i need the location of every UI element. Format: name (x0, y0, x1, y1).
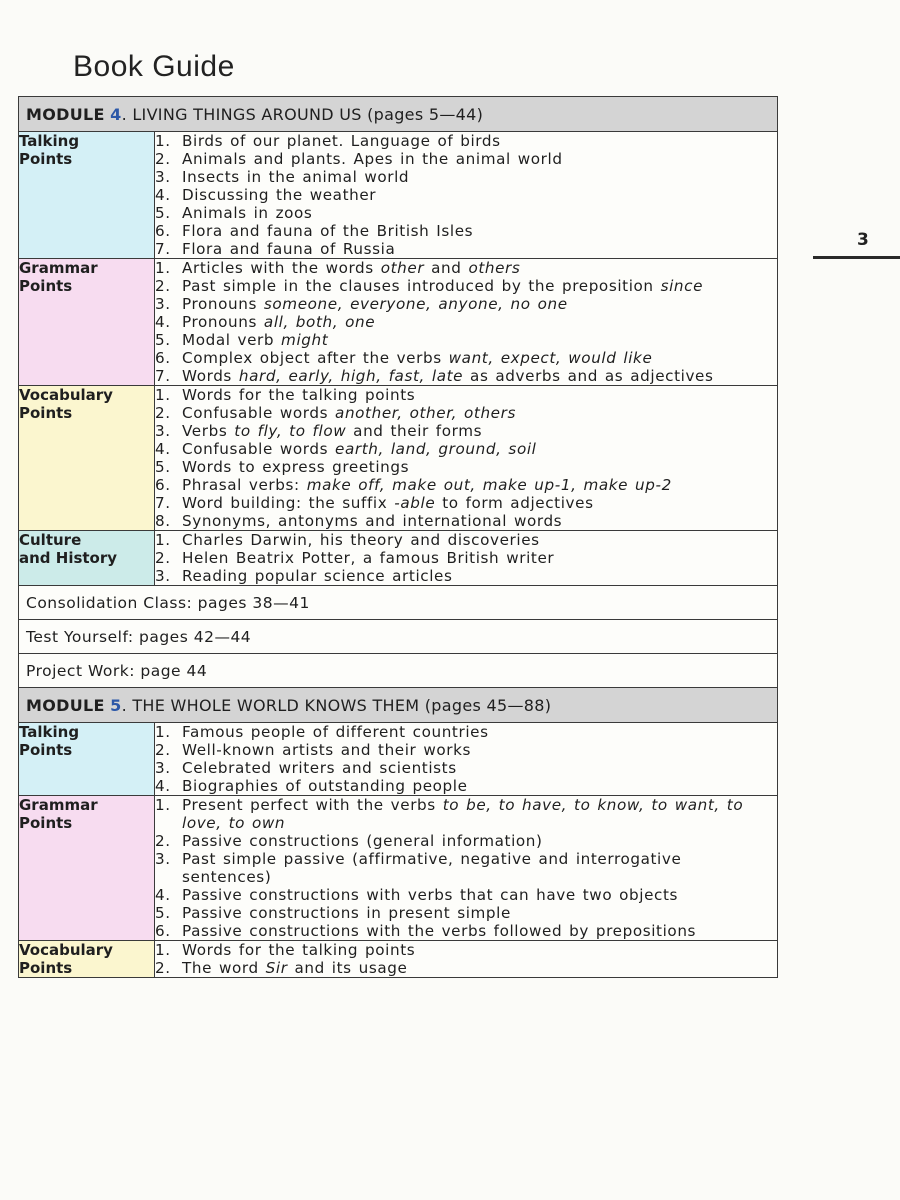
list-item (155, 386, 777, 404)
page-number-rule (813, 256, 900, 259)
section-items (155, 386, 778, 531)
item-number: 2. (155, 959, 171, 977)
italic-term: someone, everyone, anyone, no one (263, 295, 568, 313)
item-text: Passive constructions in present simple (182, 904, 511, 922)
list-item (155, 295, 777, 313)
item-text: Words hard, early, high, fast, late as adverbs and as adjectives (182, 367, 714, 385)
info-row (19, 586, 778, 620)
list-item (155, 168, 777, 186)
page-number: 3 (857, 230, 869, 250)
page-title: Book Guide (73, 50, 235, 83)
item-number: 1. (155, 796, 171, 814)
info-row-text: Project Work: page 44 (19, 654, 778, 688)
module-header (19, 97, 778, 132)
item-text: Words to express greetings (182, 458, 410, 476)
list-item (155, 440, 777, 458)
section-items (155, 941, 778, 978)
italic-term: -able (394, 494, 436, 512)
item-text: The word Sir and its usage (182, 959, 408, 977)
item-number: 3. (155, 759, 171, 777)
italic-term: since (660, 277, 704, 295)
italic-term: other (380, 259, 425, 277)
section-items (155, 531, 778, 586)
list-item (155, 777, 777, 795)
item-text: Pronouns someone, everyone, anyone, no one (182, 295, 568, 313)
item-number: 1. (155, 531, 171, 549)
item-text: Animals in zoos (182, 204, 313, 222)
list-item (155, 349, 777, 367)
italic-term: others (468, 259, 521, 277)
item-number: 5. (155, 904, 171, 922)
list-item (155, 723, 777, 741)
list-item (155, 458, 777, 476)
list-item (155, 531, 777, 549)
item-number: 2. (155, 404, 171, 422)
section-row (19, 531, 778, 586)
item-number: 2. (155, 150, 171, 168)
item-number: 6. (155, 476, 171, 494)
items-list (155, 531, 777, 585)
list-item (155, 850, 777, 886)
item-text: Confusable words earth, land, ground, soil (182, 440, 537, 458)
section-label-grammar-points: Grammar Points (19, 259, 155, 386)
item-text: Passive constructions with the verbs followed by prepositions (182, 922, 697, 940)
item-number: 7. (155, 367, 171, 385)
list-item (155, 494, 777, 512)
section-row (19, 941, 778, 978)
items-list (155, 941, 777, 977)
list-item (155, 959, 777, 977)
list-item (155, 331, 777, 349)
list-item (155, 132, 777, 150)
info-row (19, 654, 778, 688)
section-label-vocabulary-points: Vocabulary Points (19, 386, 155, 531)
section-row (19, 723, 778, 796)
item-text: Reading popular science articles (182, 567, 453, 585)
section-label-vocabulary-points: Vocabulary Points (19, 941, 155, 978)
section-items (155, 259, 778, 386)
info-row-text: Test Yourself: pages 42—44 (19, 620, 778, 654)
italic-term: all, both, one (263, 313, 376, 331)
item-number: 4. (155, 186, 171, 204)
section-items (155, 723, 778, 796)
section-row (19, 132, 778, 259)
item-number: 4. (155, 440, 171, 458)
italic-term: another, other, others (335, 404, 516, 422)
item-text: Famous people of different countries (182, 723, 489, 741)
item-number: 5. (155, 331, 171, 349)
item-number: 4. (155, 777, 171, 795)
module-header-row (19, 688, 778, 723)
list-item (155, 422, 777, 440)
list-item (155, 404, 777, 422)
section-label-talking-points: Talking Points (19, 723, 155, 796)
section-label-culture-and-history: Culture and History (19, 531, 155, 586)
item-number: 2. (155, 741, 171, 759)
item-text: Celebrated writers and scientists (182, 759, 457, 777)
items-list (155, 132, 777, 258)
module-number: 5 (110, 695, 122, 715)
list-item (155, 277, 777, 295)
item-text: Charles Darwin, his theory and discoveries (182, 531, 540, 549)
item-text: Pronouns all, both, one (182, 313, 376, 331)
item-text: Confusable words another, other, others (182, 404, 516, 422)
module-title: . LIVING THINGS AROUND US (pages 5—44) (121, 104, 484, 124)
module-header (19, 688, 778, 723)
item-number: 2. (155, 549, 171, 567)
italic-term: hard, early, high, fast, late (238, 367, 464, 385)
section-items (155, 796, 778, 941)
module-number: 4 (110, 104, 122, 124)
italic-term: to be, to have, to know, to want, to love, to own (182, 796, 744, 832)
list-item (155, 922, 777, 940)
item-text: Past simple passive (affirmative, negative and interrogative sentences) (182, 850, 682, 886)
items-list (155, 386, 777, 530)
item-number: 1. (155, 132, 171, 150)
item-text: Helen Beatrix Potter, a famous British writer (182, 549, 555, 567)
item-text: Word building: the suffix -able to form adjectives (182, 494, 594, 512)
item-number: 1. (155, 941, 171, 959)
item-number: 6. (155, 222, 171, 240)
item-number: 3. (155, 567, 171, 585)
italic-term: might (281, 331, 329, 349)
item-number: 3. (155, 850, 171, 868)
list-item (155, 476, 777, 494)
item-text: Words for the talking points (182, 386, 416, 404)
item-text: Complex object after the verbs want, expect, would like (182, 349, 653, 367)
list-item (155, 904, 777, 922)
book-guide-table (18, 96, 778, 978)
list-item (155, 832, 777, 850)
section-items (155, 132, 778, 259)
item-number: 1. (155, 386, 171, 404)
item-number: 2. (155, 277, 171, 295)
item-number: 2. (155, 832, 171, 850)
info-row-text: Consolidation Class: pages 38—41 (19, 586, 778, 620)
item-number: 1. (155, 723, 171, 741)
list-item (155, 150, 777, 168)
module-word: MODULE (26, 695, 105, 715)
list-item (155, 567, 777, 585)
module-title: . THE WHOLE WORLD KNOWS THEM (pages 45—88) (121, 695, 552, 715)
item-number: 3. (155, 295, 171, 313)
item-text: Present perfect with the verbs to be, to have, to know, to want, to love, to own (182, 796, 744, 832)
list-item (155, 204, 777, 222)
item-number: 6. (155, 922, 171, 940)
item-text: Phrasal verbs: make off, make out, make up-1, make up-2 (182, 476, 672, 494)
italic-term: earth, land, ground, soil (335, 440, 537, 458)
list-item (155, 186, 777, 204)
section-row (19, 796, 778, 941)
section-row (19, 259, 778, 386)
item-number: 7. (155, 494, 171, 512)
module-header-row (19, 97, 778, 132)
italic-term: want, expect, would like (448, 349, 653, 367)
list-item (155, 313, 777, 331)
item-text: Words for the talking points (182, 941, 416, 959)
items-list (155, 796, 777, 940)
item-text: Articles with the words other and others (182, 259, 521, 277)
items-list (155, 259, 777, 385)
item-text: Passive constructions (general information) (182, 832, 543, 850)
module-word: MODULE (26, 104, 105, 124)
item-text: Animals and plants. Apes in the animal world (182, 150, 563, 168)
list-item (155, 941, 777, 959)
item-number: 8. (155, 512, 171, 530)
list-item (155, 240, 777, 258)
item-number: 4. (155, 313, 171, 331)
item-text: Discussing the weather (182, 186, 377, 204)
item-text: Synonyms, antonyms and international words (182, 512, 563, 530)
item-text: Biographies of outstanding people (182, 777, 468, 795)
item-text: Flora and fauna of the British Isles (182, 222, 474, 240)
item-text: Well-known artists and their works (182, 741, 471, 759)
item-text: Insects in the animal world (182, 168, 410, 186)
list-item (155, 741, 777, 759)
section-label-grammar-points: Grammar Points (19, 796, 155, 941)
item-number: 7. (155, 240, 171, 258)
list-item (155, 512, 777, 530)
italic-term: Sir (265, 959, 288, 977)
list-item (155, 796, 777, 832)
item-number: 3. (155, 168, 171, 186)
info-row (19, 620, 778, 654)
item-number: 6. (155, 349, 171, 367)
items-list (155, 723, 777, 795)
list-item (155, 367, 777, 385)
list-item (155, 222, 777, 240)
list-item (155, 759, 777, 777)
item-text: Birds of our planet. Language of birds (182, 132, 501, 150)
item-text: Modal verb might (182, 331, 329, 349)
section-label-talking-points: Talking Points (19, 132, 155, 259)
item-text: Passive constructions with verbs that can have two objects (182, 886, 679, 904)
item-number: 4. (155, 886, 171, 904)
italic-term: to fly, to flow (234, 422, 347, 440)
list-item (155, 549, 777, 567)
item-text: Past simple in the clauses introduced by the preposition since (182, 277, 704, 295)
item-number: 3. (155, 422, 171, 440)
item-text: Flora and fauna of Russia (182, 240, 396, 258)
section-row (19, 386, 778, 531)
list-item (155, 259, 777, 277)
item-text: Verbs to fly, to flow and their forms (182, 422, 483, 440)
item-number: 5. (155, 458, 171, 476)
item-number: 5. (155, 204, 171, 222)
item-number: 1. (155, 259, 171, 277)
list-item (155, 886, 777, 904)
italic-term: make off, make out, make up-1, make up-2 (306, 476, 672, 494)
